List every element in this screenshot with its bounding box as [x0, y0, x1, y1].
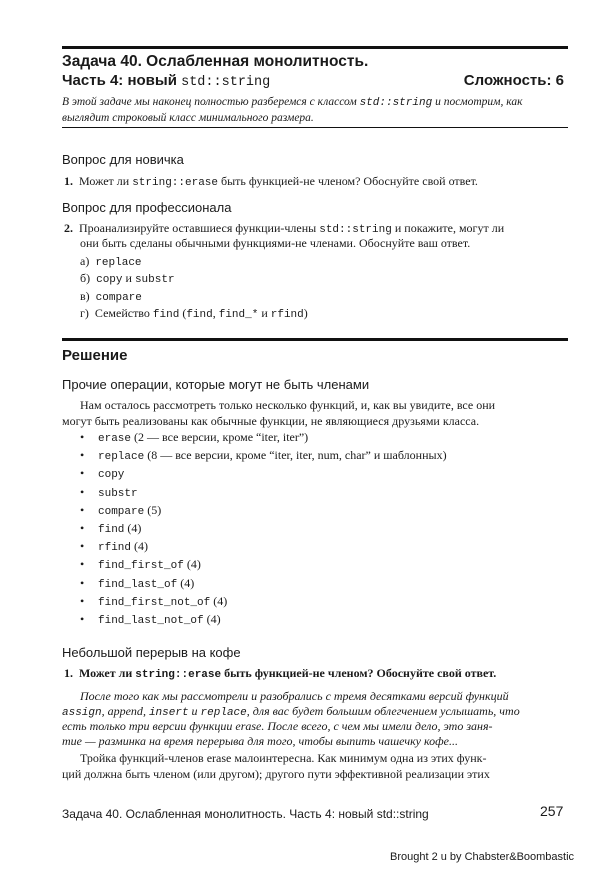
op-note: (4) — [131, 539, 149, 554]
code-append: append — [107, 704, 143, 718]
ops-list-item — [80, 430, 308, 445]
text: , для вас будет большим облегчением услышать, что — [246, 704, 520, 718]
coffee-p1-l4: тие — разминка на время перерыва для того, чтобы выпить чашечку кофе... — [62, 734, 459, 748]
op-name: find_first_of — [98, 560, 184, 573]
problem-part — [62, 72, 270, 90]
question-number: 1. — [64, 666, 73, 680]
page-number: 257 — [540, 803, 564, 819]
text: малоинтересна. Как минимум одна из этих функ- — [231, 751, 487, 765]
bullet-glyph: • — [80, 575, 85, 590]
ops-list-item — [80, 539, 148, 554]
ops-list-item — [80, 594, 227, 609]
question-text-a: Может ли — [79, 174, 133, 188]
item-code: find — [186, 309, 213, 321]
op-name: rfind — [98, 542, 132, 555]
pro-item-d — [80, 305, 308, 323]
question-number: 1. — [64, 174, 73, 188]
intro-text-a: В этой задаче мы наконец полностью разберемся с классом — [62, 96, 360, 108]
item-punct: ( — [179, 306, 187, 320]
scan-credit: Brought 2 u by Chabster&Boombastic — [390, 851, 575, 863]
item-code: compare — [95, 292, 142, 304]
code-assign: assign — [62, 707, 102, 719]
beginner-question — [64, 173, 569, 191]
complexity-label: Сложность: 6 — [463, 72, 564, 89]
coffee-q-b: быть функцией-не членом? Обоснуйте свой ответ. — [221, 666, 497, 680]
coffee-p1-l3 — [62, 718, 570, 734]
coffee-q-a: Может ли — [79, 666, 136, 680]
item-punct: , — [212, 306, 219, 320]
intro-code: std::string — [359, 97, 433, 109]
question-code: string::erase — [132, 177, 219, 189]
pro-text-b: и покажите, могут ли — [391, 221, 505, 235]
ops-list-item — [80, 557, 201, 572]
op-note: (8 — все версии, кроме “iter, iter, num, char” и шаблонных) — [144, 448, 447, 463]
text: есть только три версии функции — [62, 719, 236, 733]
coffee-p1-l1: После того как мы рассмотрели и разобрались с тремя десятками версий функций — [80, 689, 509, 703]
op-note: (4) — [124, 521, 142, 535]
pro-item-b — [80, 270, 175, 288]
solution-rule — [62, 338, 568, 341]
op-note: (4) — [177, 575, 195, 590]
item-label: г) — [80, 306, 89, 320]
bullet-glyph: • — [80, 539, 85, 554]
punct: и — [188, 704, 201, 718]
item-code: copy — [96, 274, 123, 286]
ops-list-item — [80, 466, 124, 481]
op-name: substr — [98, 487, 138, 500]
op-note: (4) — [203, 612, 221, 626]
part-prefix: Часть 4: новый — [62, 72, 182, 89]
question-text-b: быть функцией-не членом? Обоснуйте свой ответ. — [218, 174, 478, 188]
solution-subheading: Прочие операции, которые могут не быть членами — [62, 377, 370, 392]
top-rule — [62, 46, 568, 49]
item-label: б) — [80, 271, 91, 285]
bullet-glyph: • — [80, 593, 85, 608]
bullet-glyph: • — [80, 502, 85, 517]
ops-list-item — [80, 503, 161, 518]
part-code: std::string — [181, 75, 271, 90]
bullet-glyph: • — [80, 484, 85, 499]
problem-title: Задача 40. Ослабленная монолитность. — [62, 53, 369, 70]
op-note: (5) — [144, 502, 162, 517]
text: Тройка функций-членов — [80, 751, 207, 765]
pro-text-a: Проанализируйте оставшиеся функции-члены — [79, 221, 320, 235]
bullet-glyph: • — [80, 466, 85, 481]
ops-list-item — [80, 576, 194, 591]
solution-para-line2: могут быть реализованы как обычные функции, не являющиеся друзьями класса. — [62, 414, 480, 428]
text: . После всего, с чем мы имели дело, это заня- — [261, 719, 493, 733]
bullet-glyph: • — [80, 557, 85, 572]
op-name: compare — [98, 505, 145, 518]
solution-heading: Решение — [62, 347, 128, 364]
item-label: в) — [80, 289, 90, 303]
ops-list-item — [80, 612, 221, 627]
item-text: Семейство — [94, 306, 153, 320]
item-text: и — [258, 306, 271, 320]
code-erase: erase — [235, 719, 262, 733]
ops-list-item — [80, 448, 447, 463]
op-name: find_first_not_of — [98, 596, 211, 609]
code-insert: insert — [148, 707, 189, 719]
item-code-2: substr — [134, 274, 175, 286]
op-name: find — [98, 524, 125, 536]
pro-code: std::string — [319, 224, 392, 236]
op-name: replace — [98, 451, 145, 464]
pro-question-line2: они быть сделаны обычными функциями-не членами. Обоснуйте ваш ответ. — [80, 236, 471, 250]
item-text: и — [122, 271, 135, 285]
coffee-q-code: string::erase — [135, 669, 222, 681]
intro-rule — [62, 127, 568, 128]
running-footer: Задача 40. Ослабленная монолитность. Часть 4: новый std::string — [62, 807, 429, 821]
beginner-heading: Вопрос для новичка — [62, 152, 184, 167]
coffee-p2-l1 — [80, 750, 570, 766]
coffee-p2-l2: ций должна быть членом (или другом); другого пути эффективной реализации этих — [62, 767, 490, 781]
code-erase: erase — [206, 751, 232, 765]
punct: , — [142, 704, 149, 718]
coffee-heading: Небольшой перерыв на кофе — [62, 645, 241, 660]
ops-list-item — [80, 485, 138, 500]
punct: , — [101, 704, 108, 718]
op-note: (4) — [183, 557, 201, 572]
intro-text-b: и посмотрим, как выглядит строковый класс минимального размера. — [62, 96, 523, 124]
solution-para-line1: Нам осталось рассмотреть только несколько функций, и, как вы увидите, все они — [80, 398, 496, 412]
code-replace: replace — [200, 707, 247, 719]
bullet-glyph: • — [80, 612, 85, 626]
op-name: find_last_not_of — [98, 615, 204, 627]
op-name: copy — [98, 469, 125, 482]
coffee-question — [64, 665, 496, 683]
bullet-glyph: • — [80, 521, 85, 535]
item-code: find — [152, 309, 180, 321]
item-label: а) — [80, 254, 90, 268]
item-code: find_* — [218, 309, 259, 321]
question-number: 2. — [64, 221, 73, 235]
pro-heading: Вопрос для профессионала — [62, 200, 232, 215]
op-name: erase — [98, 433, 132, 445]
pro-item-a — [80, 253, 142, 271]
bullet-glyph: • — [80, 430, 85, 444]
op-note: (2 — все версии, кроме “iter, iter”) — [131, 430, 309, 444]
op-name: find_last_of — [98, 578, 178, 591]
item-code: rfind — [270, 309, 304, 321]
ops-list-item — [80, 521, 141, 536]
item-code: replace — [95, 257, 142, 269]
problem-intro — [62, 95, 567, 126]
op-note: (4) — [210, 593, 228, 608]
item-punct: ) — [303, 306, 308, 320]
pro-item-c — [80, 288, 142, 306]
bullet-glyph: • — [80, 448, 85, 463]
